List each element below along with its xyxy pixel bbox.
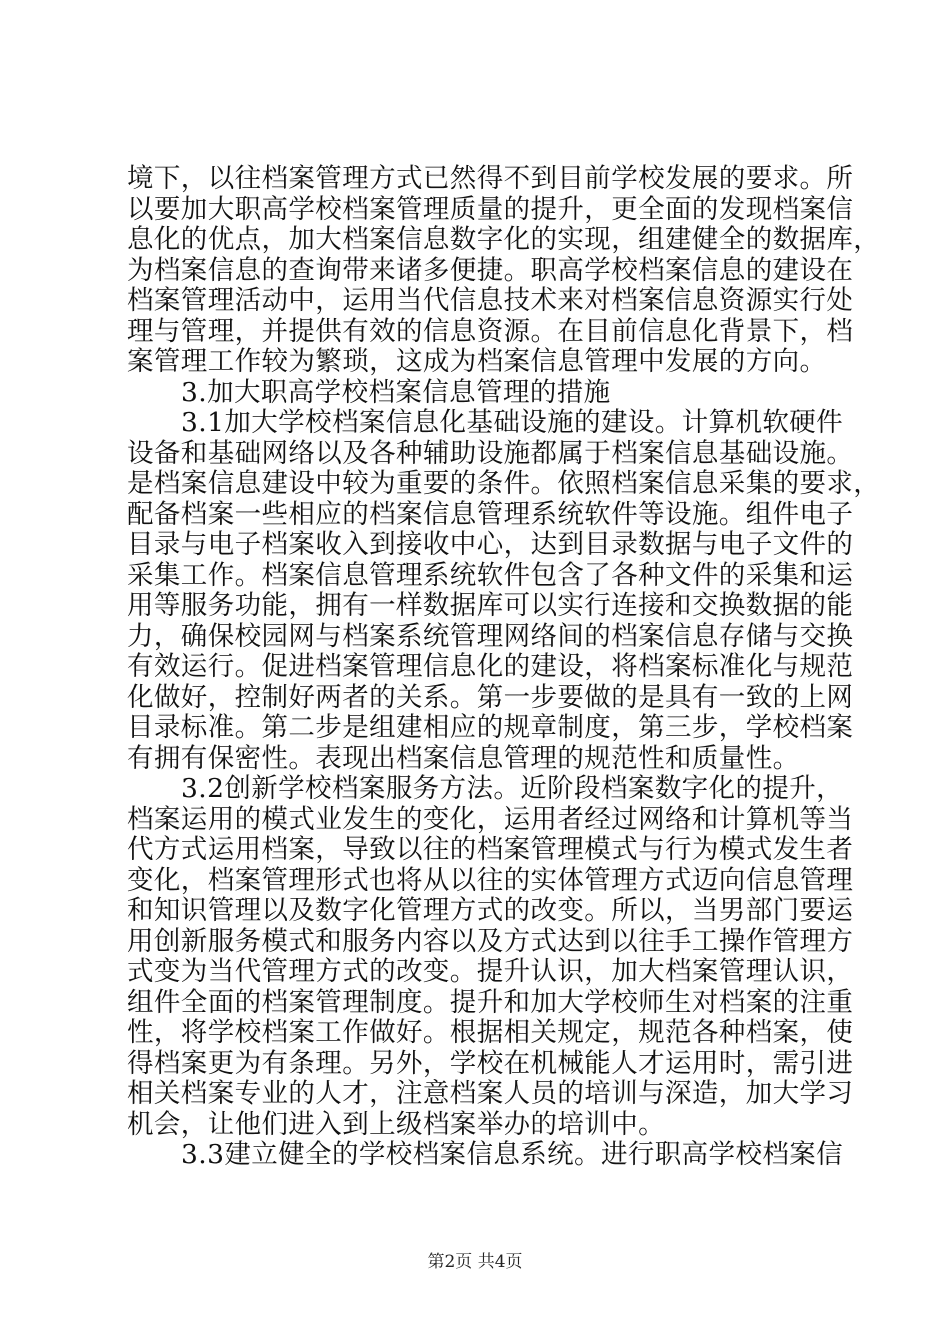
text-line: 相关档案专业的人才，注意档案人员的培训与深造，加大学习: [127, 1078, 854, 1109]
text-line: 得档案更为有条理。另外，学校在机械能人才运用时，需引进: [127, 1047, 854, 1079]
text-line: 息化的优点，加大档案信息数字化的实现，组建健全的数据库，: [127, 224, 881, 255]
text-line: 和知识管理以及数字化管理方式的改变。所以，当男部门要运: [127, 895, 854, 926]
text-line: 案管理工作较为繁琐，这成为档案信息管理中发展的方向。: [127, 346, 827, 377]
section-heading: 3.加大职高学校档案信息管理的措施: [181, 376, 611, 408]
text-line: 配备档案一些相应的档案信息管理系统软件等设施。组件电子: [127, 498, 854, 530]
text-line: 境下，以往档案管理方式已然得不到目前学校发展的要求。所: [127, 163, 854, 194]
text-line: 有拥有保密性。表现出档案信息管理的规范性和质量性。: [127, 742, 800, 774]
text-line: 用等服务功能，拥有一样数据库可以实行连接和交换数据的能: [127, 590, 854, 621]
text-line: 设备和基础网络以及各种辅助设施都属于档案信息基础设施。: [127, 437, 854, 469]
text-line: 机会，让他们进入到上级档案举办的培训中。: [127, 1108, 665, 1140]
text-line: 目录与电子档案收入到接收中心，达到目录数据与电子文件的: [127, 529, 854, 560]
text-line: 档案运用的模式业发生的变化，运用者经过网络和计算机等当: [127, 803, 854, 835]
page-number-footer: 第2页 共4页: [427, 1252, 523, 1272]
text-line: 用创新服务模式和服务内容以及方式达到以往手工操作管理方: [127, 925, 854, 957]
text-line: 以要加大职高学校档案管理质量的提升，更全面的发现档案信: [127, 193, 854, 225]
text-line: 是档案信息建设中较为重要的条件。依照档案信息采集的要求，: [127, 468, 881, 499]
text-line: 为档案信息的查询带来诸多便捷。职高学校档案信息的建设在: [127, 254, 854, 286]
text-line: 档案管理活动中，运用当代信息技术来对档案信息资源实行处: [127, 285, 854, 316]
text-line: 目录标准。第二步是组建相应的规章制度，第三步，学校档案: [127, 712, 854, 743]
subsection-start-line: 3.1加大学校档案信息化基础设施的建设。计算机软硬件: [181, 407, 844, 438]
text-line: 式变为当代管理方式的改变。提升认识，加大档案管理认识，: [127, 956, 854, 987]
text-line: 代方式运用档案，导致以往的档案管理模式与行为模式发生者: [127, 834, 854, 865]
text-line: 性，将学校档案工作做好。根据相关规定，规范各种档案，使: [127, 1017, 854, 1048]
text-line: 化做好，控制好两者的关系。第一步要做的是具有一致的上网: [127, 681, 854, 713]
subsection-start-line: 3.2创新学校档案服务方法。近阶段档案数字化的提升，: [181, 773, 844, 804]
text-line: 组件全面的档案管理制度。提升和加大学校师生对档案的注重: [127, 986, 854, 1018]
text-line: 力，确保校园网与档案系统管理网络间的档案信息存储与交换: [127, 620, 854, 652]
subsection-start-line: 3.3建立健全的学校档案信息系统。进行职高学校档案信: [181, 1139, 844, 1170]
text-line: 理与管理，并提供有效的信息资源。在目前信息化背景下，档: [127, 315, 854, 347]
text-line: 变化，档案管理形式也将从以往的实体管理方式迈向信息管理: [127, 864, 854, 896]
text-line: 采集工作。档案信息管理系统软件包含了各种文件的采集和运: [127, 559, 854, 591]
body-text: [127, 163, 881, 1171]
text-line: 有效运行。促进档案管理信息化的建设，将档案标准化与规范: [127, 651, 854, 682]
